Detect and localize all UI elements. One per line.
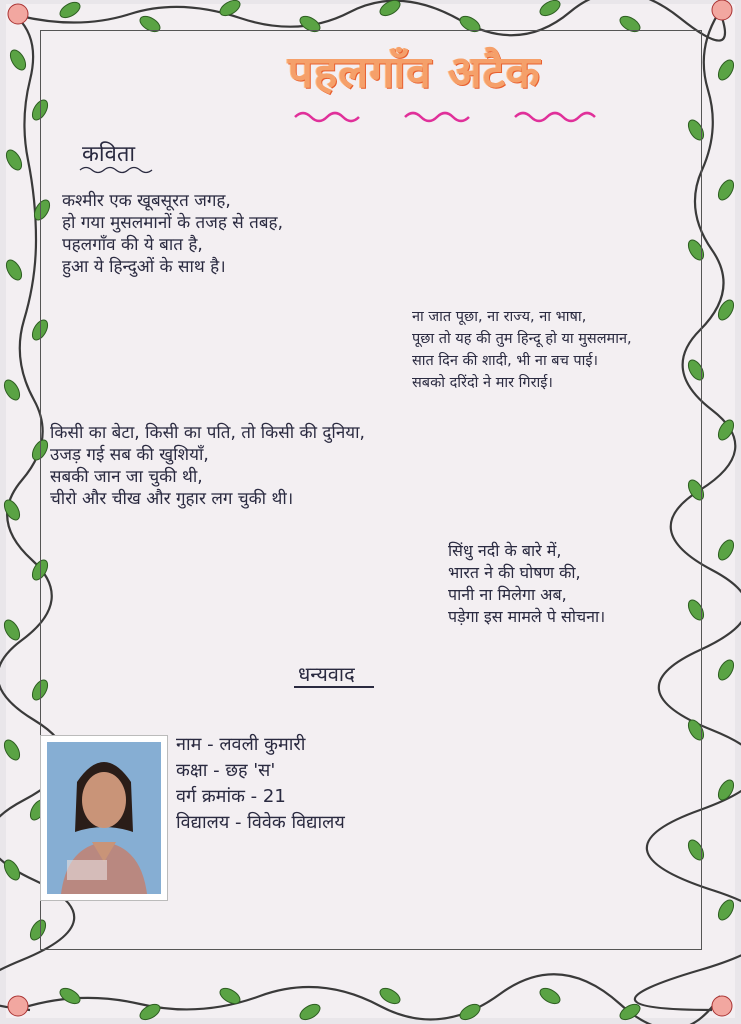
stanza-2 — [412, 306, 632, 394]
stanza-line: भारत ने की घोषण की, — [448, 563, 581, 582]
title-wavy-underline — [290, 105, 640, 125]
student-roll: वर्ग क्रमांक - 21 — [176, 786, 286, 807]
poster-title: पहलगाँव अटैक — [288, 47, 541, 98]
stanza-line: सात दिन की शादी, भी ना बच पाई। — [412, 353, 599, 369]
student-class: कक्षा - छह 'स' — [176, 760, 276, 781]
stanza-4 — [448, 540, 605, 628]
stanza-line: किसी का बेटा, किसी का पति, तो किसी की दुनिया, — [50, 423, 365, 443]
stanza-line: पड़ेगा इस मामले पे सोचना। — [448, 607, 606, 626]
poem-heading: कविता — [82, 142, 136, 167]
stanza-line: पूछा तो यह की तुम हिन्दू हो या मुसलमान, — [412, 331, 632, 347]
stanza-line: सिंधु नदी के बारे में, — [448, 541, 562, 560]
thanks-text: धन्यवाद — [298, 662, 355, 686]
portrait-icon — [47, 742, 161, 894]
stanza-line: सबकी जान जा चुकी थी, — [50, 467, 203, 487]
student-details — [176, 732, 345, 836]
stanza-line: पहलगाँव की ये बात है, — [62, 235, 203, 255]
stanza-line: उजड़ गई सब की खुशियाँ, — [50, 445, 209, 465]
stanza-line: सबको दरिंदो ने मार गिराई। — [412, 375, 553, 391]
stanza-line: चीरो और चीख और गुहार लग चुकी थी। — [50, 489, 294, 509]
student-photo — [40, 735, 168, 901]
stanza-line: हो गया मुसलमानों के तजह से तबह, — [62, 213, 283, 233]
stanza-3 — [50, 422, 365, 510]
stanza-line: हुआ ये हिन्दुओं के साथ है। — [62, 257, 226, 277]
stanza-line: पानी ना मिलेगा अब, — [448, 585, 567, 604]
stanza-line: ना जात पूछा, ना राज्य, ना भाषा, — [412, 309, 587, 325]
poem-heading-underline — [78, 164, 158, 174]
stanza-1 — [62, 190, 283, 278]
student-school: विद्यालय - विवेक विद्यालय — [176, 812, 345, 833]
student-portrait — [47, 742, 161, 894]
thanks-underline — [294, 686, 374, 688]
stanza-line: कश्मीर एक खूबसूरत जगह, — [62, 191, 231, 211]
student-name: नाम - लवली कुमारी — [176, 734, 306, 755]
